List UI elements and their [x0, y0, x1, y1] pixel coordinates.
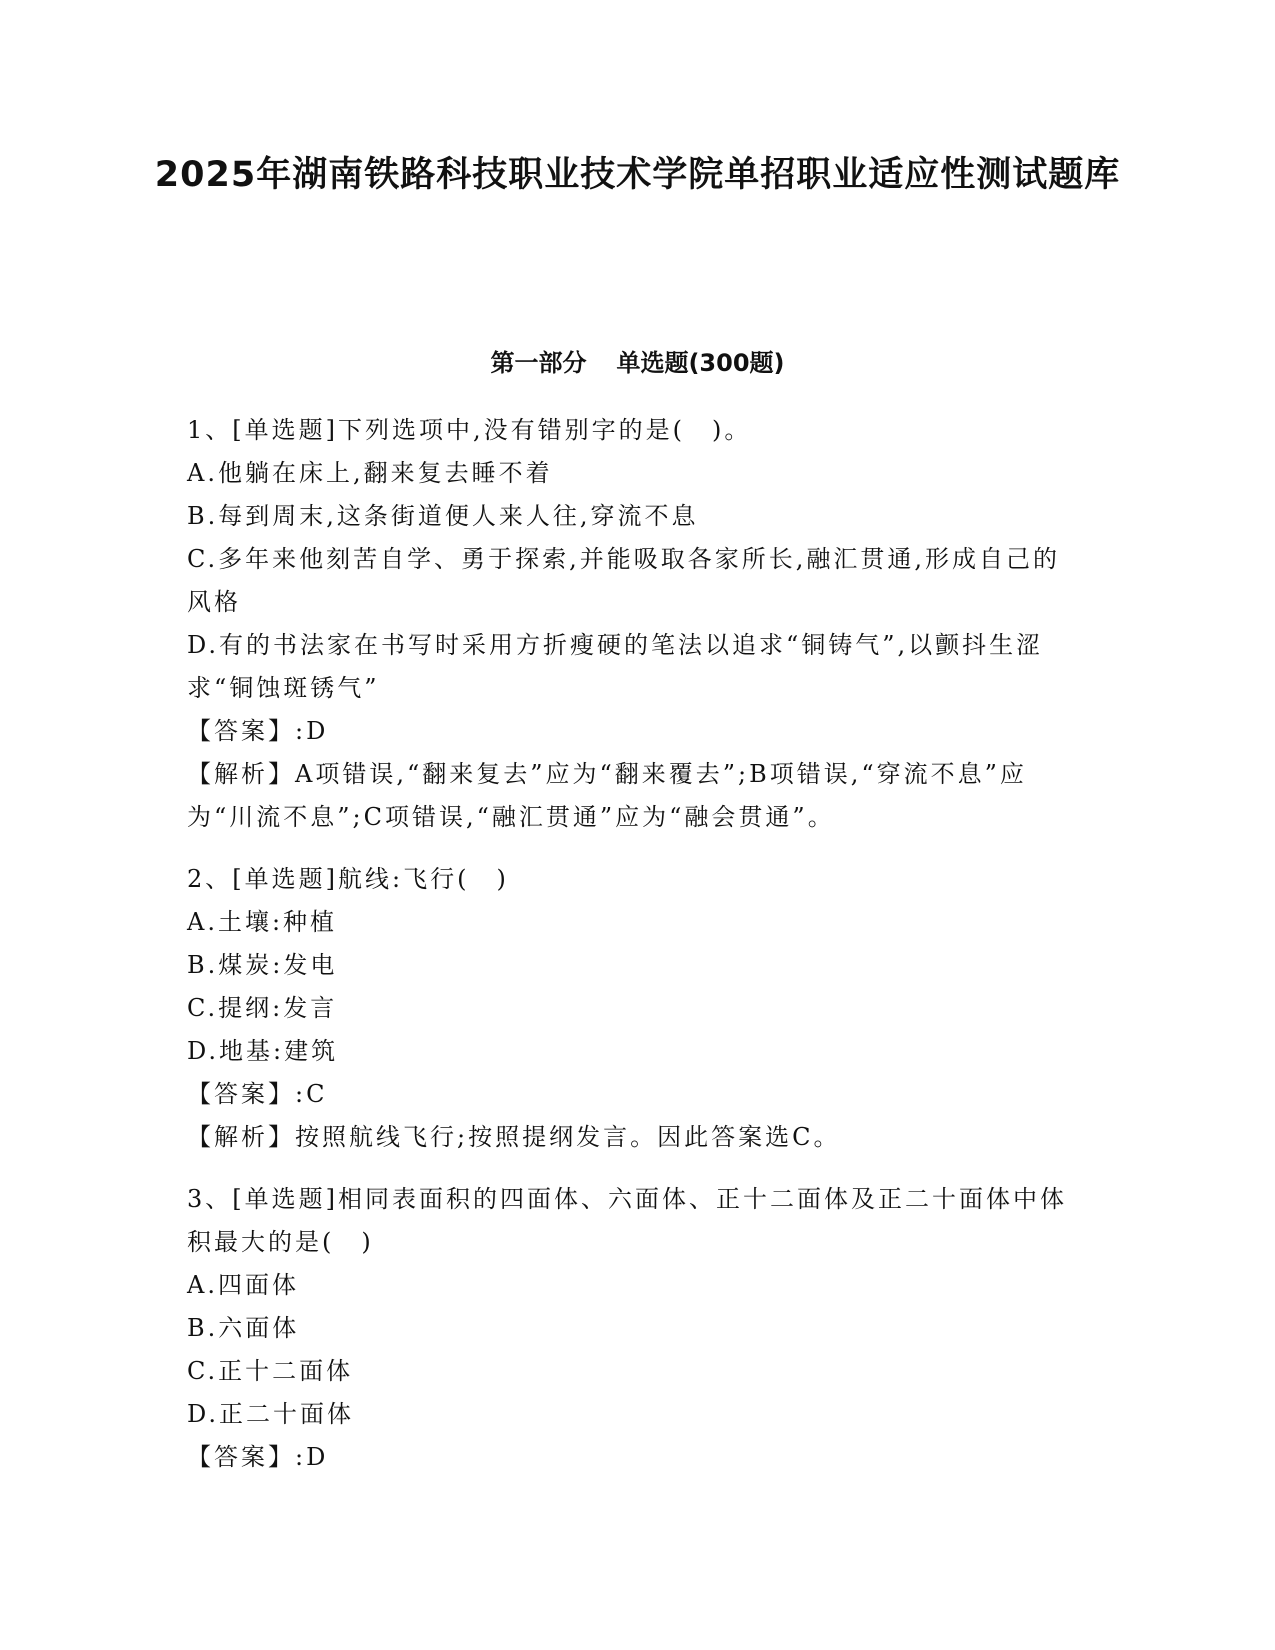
answer-value: C — [306, 1080, 328, 1108]
section-heading — [150, 345, 1125, 381]
option-c: C.正十二面体 — [187, 1357, 354, 1385]
option-a: A.土壤:种植 — [187, 908, 338, 936]
option-a: A.四面体 — [187, 1271, 299, 1299]
option-c: C.提纲:发言 — [187, 994, 338, 1022]
section-type-label: 单选题(300题) — [616, 349, 785, 377]
answer-line — [187, 710, 1077, 753]
answer-label: 【答案】: — [187, 717, 307, 745]
answer-line — [187, 1436, 1077, 1479]
section-part-label: 第一部分 — [490, 349, 587, 377]
question-stem: 2、[单选题]航线:飞行( ) — [187, 865, 509, 893]
option-a: A.他躺在床上,翻来复去睡不着 — [187, 459, 553, 487]
option-d: D.地基:建筑 — [187, 1037, 339, 1065]
question-stem: 1、[单选题]下列选项中,没有错别字的是( )。 — [187, 416, 752, 444]
analysis-text: A项错误,“翻来复去”应为“翻来覆去”;B项错误,“穿流不息”应为“川流不息”;C项错误,“融汇贯通”应为“融会贯通”。 — [187, 760, 1027, 831]
option-c: C.多年来他刻苦自学、勇于探索,并能吸取各家所长,融汇贯通,形成自己的风格 — [187, 545, 1061, 616]
option-d: D.有的书法家在书写时采用方折瘦硬的笔法以追求“铜铸气”,以颤抖生涩求“铜蚀斑锈气” — [187, 631, 1044, 702]
option-b: B.每到周末,这条街道便人来人往,穿流不息 — [187, 502, 699, 530]
analysis-line — [187, 1116, 1077, 1159]
option-d: D.正二十面体 — [187, 1400, 355, 1428]
question-1 — [187, 409, 1077, 839]
option-b: B.煤炭:发电 — [187, 951, 338, 979]
question-stem: 3、[单选题]相同表面积的四面体、六面体、正十二面体及正二十面体中体积最大的是( ) — [187, 1185, 1067, 1256]
question-3 — [187, 1178, 1077, 1479]
answer-value: D — [306, 717, 329, 745]
answer-label: 【答案】: — [187, 1443, 307, 1471]
analysis-line — [187, 753, 1077, 839]
analysis-label: 【解析】 — [187, 1123, 295, 1151]
answer-label: 【答案】: — [187, 1080, 307, 1108]
option-b: B.六面体 — [187, 1314, 300, 1342]
document-title: 2025年湖南铁路科技职业技术学院单招职业适应性测试题库 — [154, 155, 1121, 195]
analysis-label: 【解析】 — [187, 760, 295, 788]
answer-line — [187, 1073, 1077, 1116]
analysis-text: 按照航线飞行;按照提纲发言。因此答案选C。 — [295, 1123, 841, 1151]
answer-value: D — [306, 1443, 329, 1471]
question-2 — [187, 858, 1077, 1159]
question-list — [187, 409, 1077, 1498]
